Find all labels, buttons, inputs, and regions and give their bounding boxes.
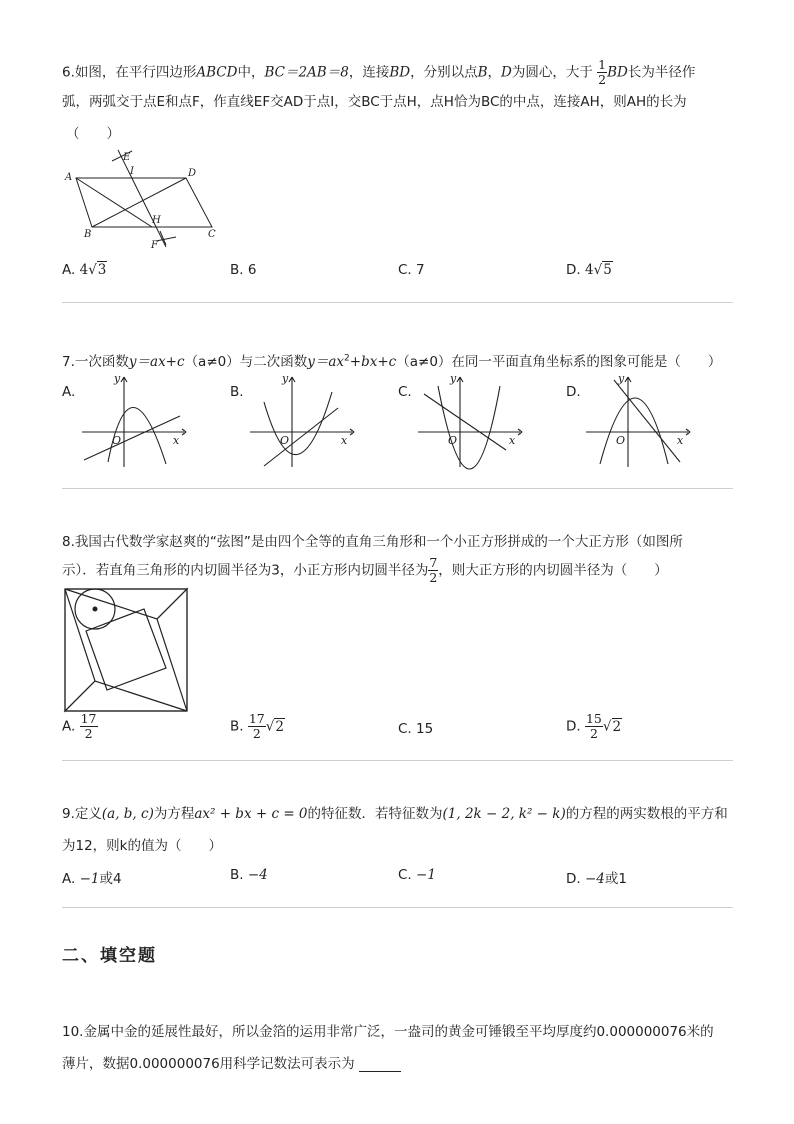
q7-graph-d[interactable]: [584, 372, 694, 472]
q7-option-d[interactable]: D.: [566, 384, 581, 400]
x-label: x: [677, 434, 684, 447]
q7-option-a[interactable]: A.: [62, 384, 76, 400]
option-label: D.: [566, 718, 581, 735]
q8-option-b[interactable]: [230, 712, 285, 741]
q7-text: （a≠0）在同一平面直角坐标系的图象可能是（ ）: [396, 354, 722, 370]
option-label: B.: [230, 718, 244, 735]
radicand: 5: [603, 262, 612, 278]
divider: [62, 760, 733, 761]
q6-text: 长为半径作: [627, 64, 696, 81]
q9-text: 为方程: [153, 806, 195, 822]
y-label: y: [618, 372, 625, 385]
option-label: A.: [62, 871, 76, 887]
label-a: A: [65, 172, 73, 183]
option-value: 6: [247, 262, 257, 278]
q9-text: (1, 2k − 2, k² − k): [442, 806, 566, 822]
q7-text: 7.一次函数: [62, 354, 129, 370]
parabola: [264, 392, 332, 455]
q7-graph-a[interactable]: [80, 372, 190, 472]
option-label: A.: [62, 718, 76, 735]
option-value: −4: [247, 867, 268, 883]
q9-option-c[interactable]: [398, 867, 436, 883]
arc-mark-f: [156, 237, 176, 241]
q6-text: ，连接: [348, 64, 390, 81]
origin-label: O: [280, 434, 290, 447]
option-value: [80, 712, 98, 741]
option-value: 15: [416, 721, 434, 737]
frac-num: 7: [429, 555, 438, 570]
answer-blank[interactable]: [359, 1057, 401, 1072]
option-label: C.: [398, 721, 412, 737]
line: [614, 380, 680, 462]
q9-text: 9.定义: [62, 806, 102, 822]
q7-option-b[interactable]: B.: [230, 384, 244, 400]
q6-option-a[interactable]: [62, 262, 107, 278]
option-value: [585, 712, 603, 741]
triangle: [157, 589, 187, 711]
frac-den: 2: [84, 726, 93, 741]
q6-text: ，: [487, 64, 501, 81]
label-i: I: [130, 166, 134, 177]
option-value: −1: [416, 867, 436, 883]
parabola: [600, 398, 668, 464]
option-suffix: 或1: [604, 871, 627, 887]
q6-text: BD: [607, 64, 628, 81]
q8-option-c[interactable]: [398, 721, 433, 737]
option-value: 4√3: [79, 262, 107, 278]
label-d: D: [188, 168, 197, 179]
q6-option-b[interactable]: [230, 262, 256, 278]
q9-line1: [62, 802, 728, 822]
line-ef: [118, 150, 166, 247]
radicand: 2: [612, 718, 622, 735]
q8-text: ，则大正方形的内切圆半径为（ ）: [438, 562, 668, 579]
q6-paren: （ ）: [66, 126, 120, 142]
coef: 4: [79, 262, 89, 278]
q7-option-c[interactable]: C.: [398, 384, 412, 400]
origin-label: O: [616, 434, 626, 447]
option-label: D.: [566, 262, 581, 278]
q6-text: 为圆心，大于: [511, 64, 593, 81]
q8-figure: [62, 586, 190, 714]
q10-text: 薄片，数据0.000000076用科学记数法可表示为: [62, 1056, 355, 1072]
q6-figure: [62, 145, 222, 255]
y-label: y: [282, 372, 289, 385]
triangle: [65, 681, 187, 711]
y-label: y: [114, 372, 121, 385]
y-label: y: [450, 372, 457, 385]
origin-label: O: [112, 434, 122, 447]
q6-line1: [62, 58, 695, 87]
option-label: A.: [62, 262, 76, 278]
x-label: x: [509, 434, 516, 447]
line-ah: [76, 178, 152, 227]
q6-option-c[interactable]: [398, 262, 425, 278]
line: [424, 394, 506, 450]
frac-num: 1: [598, 57, 607, 72]
q9-text: ax² + bx + c = 0: [194, 806, 308, 822]
q8-line1: 8.我国古代数学家赵爽的“弦图”是由四个全等的直角三角形和一个小正方形拼成的一个大正方形（如图所: [62, 534, 683, 550]
origin-label: O: [448, 434, 458, 447]
frac-den: 2: [589, 726, 598, 741]
q9-text: (a, b, c): [101, 806, 154, 822]
q7-text: （a≠0）与二次函数: [184, 354, 308, 370]
frac-num: 17: [248, 711, 265, 726]
q7-text: y＝ax+c: [128, 354, 185, 370]
option-value: [248, 712, 266, 741]
q6-text: BD: [389, 64, 411, 81]
label-f: F: [151, 240, 158, 251]
q6-text: ，分别以点: [410, 64, 478, 81]
q6-text: 6.如图，在平行四边形: [62, 64, 197, 81]
q7-text: +bx+c: [349, 354, 397, 370]
radicand: 2: [275, 718, 284, 735]
option-value: 7: [416, 262, 425, 278]
q9-text: 的方程的两实数根的平方和: [565, 806, 728, 822]
q6-text: ABCD: [196, 64, 238, 81]
label-h: H: [152, 215, 161, 226]
q7-text: 2: [344, 353, 350, 364]
option-value: −1: [79, 871, 100, 887]
option-value: −4: [584, 871, 605, 887]
frac-den: 2: [429, 570, 438, 585]
q6-option-d[interactable]: [566, 262, 613, 278]
frac-den: 2: [598, 72, 607, 87]
frac-den: 2: [252, 726, 261, 741]
frac-num: 15: [585, 711, 602, 726]
label-c: C: [208, 229, 216, 240]
q7-stem: [62, 350, 721, 370]
option-suffix: 或4: [99, 871, 122, 887]
incircle-center: [93, 607, 98, 612]
q6-fraction: [597, 58, 607, 87]
q8-line2: [62, 556, 668, 585]
divider: [62, 907, 733, 908]
line: [264, 408, 338, 466]
q9-option-a[interactable]: [62, 867, 122, 887]
q10-line2: [62, 1052, 401, 1072]
divider: [62, 302, 733, 303]
q8-text: 示）．若直角三角形的内切圆半径为3，小正方形内切圆半径为: [62, 562, 429, 579]
option-value: 4√5: [584, 262, 612, 278]
parabola: [438, 386, 500, 469]
sqrt: √2: [602, 718, 622, 735]
coef: 4: [584, 262, 594, 278]
q9-option-d[interactable]: [566, 867, 627, 887]
option-label: C.: [398, 867, 412, 883]
sqrt: √2: [265, 718, 284, 735]
line: [84, 416, 180, 460]
q7-text: y＝ax: [307, 354, 345, 370]
option-label: D.: [566, 871, 581, 887]
x-label: x: [173, 434, 180, 447]
q7-graph-c[interactable]: [416, 372, 526, 472]
q10-line1: 10.金属中金的延展性最好，所以金箔的运用非常广泛，一盎司的黄金可锤锻至平均厚度约0.000000076米的: [62, 1024, 714, 1040]
frac-num: 17: [80, 711, 97, 726]
q8-option-a[interactable]: [62, 712, 98, 741]
arc-mark-f2: [160, 231, 166, 245]
q6-text: D: [501, 64, 512, 81]
q6-text: 中，: [237, 64, 265, 81]
option-label: B.: [230, 262, 244, 278]
q8-fraction: [428, 556, 438, 585]
label-e: E: [123, 152, 131, 163]
section-heading: 二、填空题: [62, 946, 157, 966]
q8-option-d[interactable]: [566, 712, 622, 741]
q9-text: 的特征数．若特征数为: [307, 806, 443, 822]
q9-option-b[interactable]: [230, 867, 268, 883]
q6-line2: 弧，两弧交于点E和点F，作直线EF交AD于点I，交BC于点H，点H恰为BC的中点，连接AH，则AH的长为: [62, 94, 687, 110]
divider: [62, 488, 733, 489]
radicand: 3: [97, 262, 107, 278]
q6-text: B: [477, 64, 488, 81]
triangle: [65, 589, 95, 711]
q6-text: BC＝2AB＝8: [264, 64, 349, 81]
option-label: C.: [398, 262, 412, 278]
inner-square: [86, 609, 166, 690]
q7-graph-b[interactable]: [248, 372, 358, 472]
label-b: B: [84, 229, 92, 240]
q9-line2: 为12，则k的值为（ ）: [62, 838, 222, 854]
option-label: B.: [230, 867, 244, 883]
x-label: x: [341, 434, 348, 447]
line-bd: [92, 178, 186, 227]
